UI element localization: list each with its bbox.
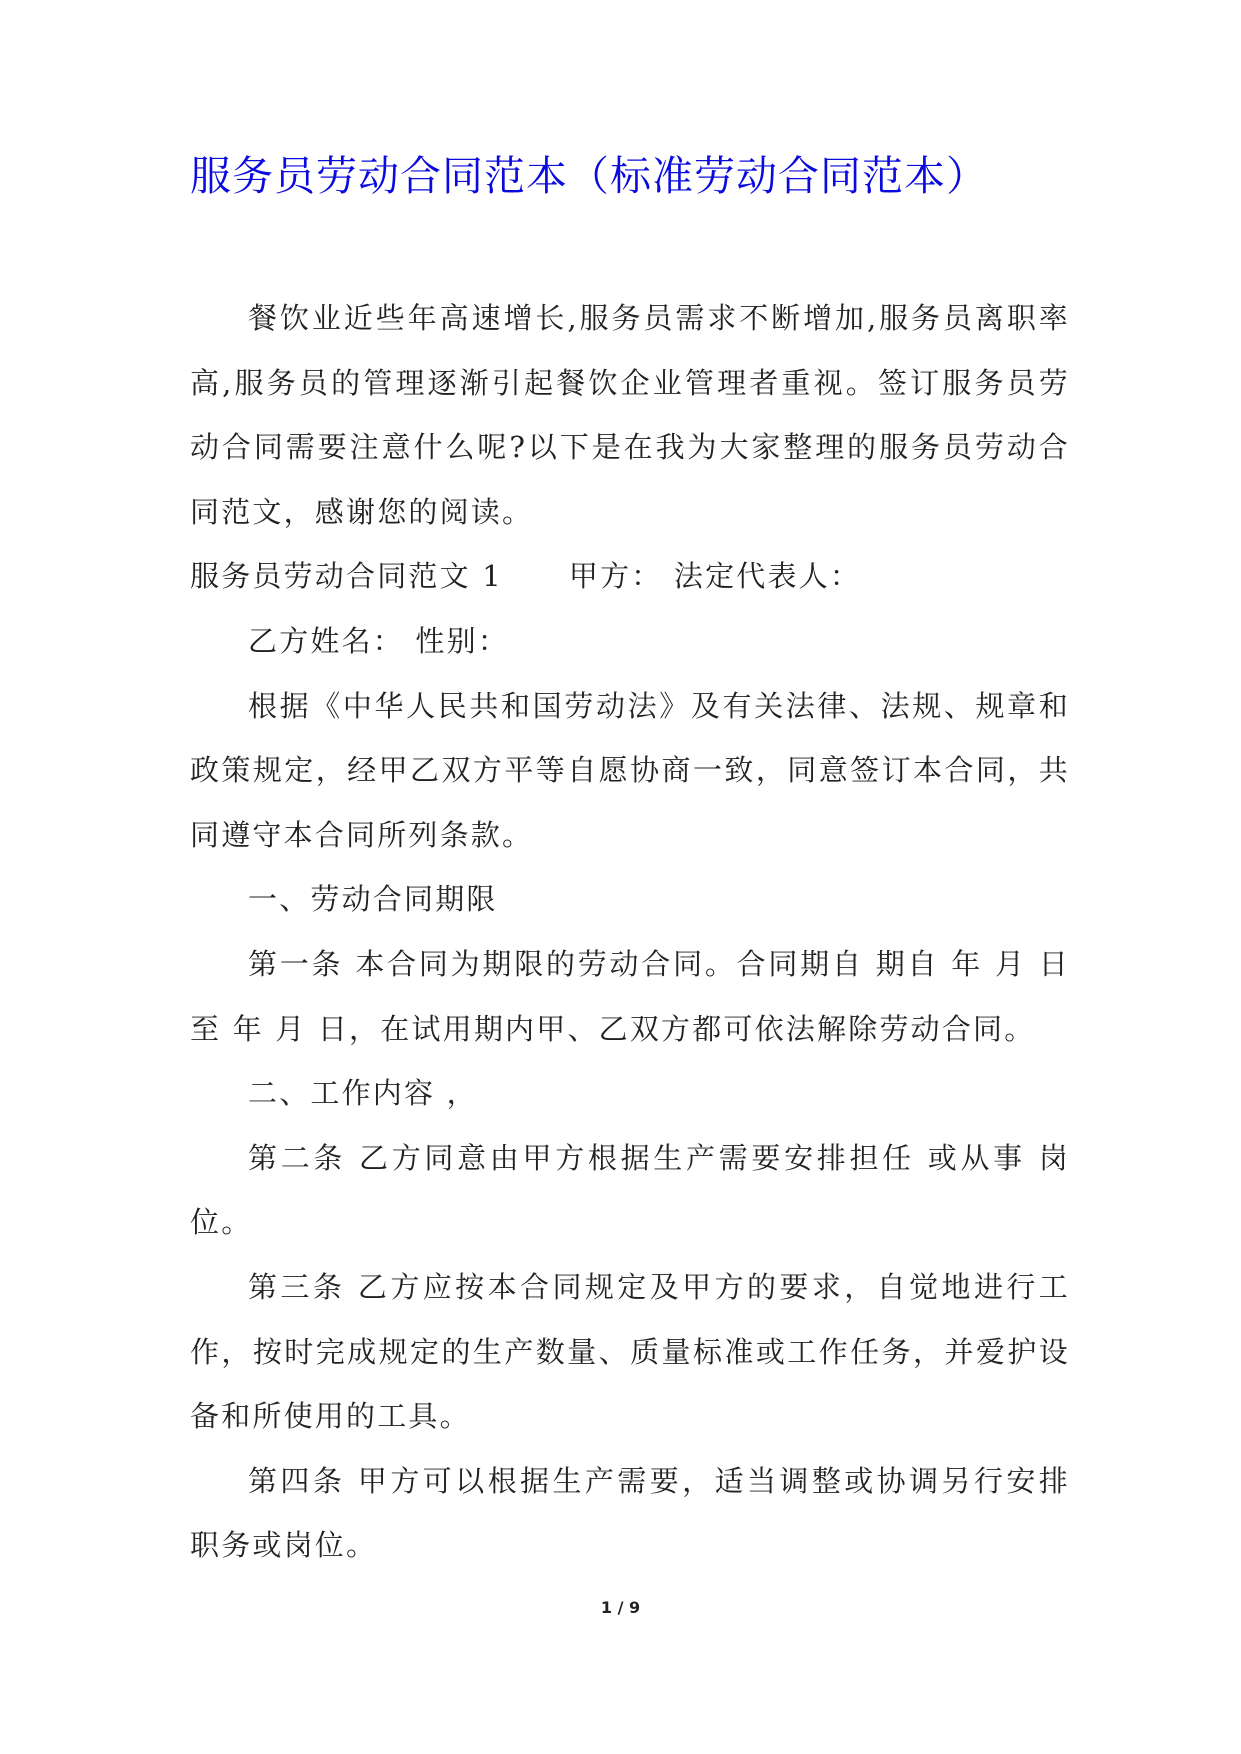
section-1-heading: 一、劳动合同期限 <box>248 882 498 917</box>
page-number: 1 / 9 <box>600 1598 641 1617</box>
sample-heading-line <box>190 544 1070 609</box>
intro-paragraph: 餐饮业近些年高速增长,服务员需求不断增加,服务员离职率高,服务员的管理逐渐引起餐饮企业管理者重视。签订服务员劳动合同需要注意什么呢?以下是在我为大家整理的服务员劳动合同范文，感谢您的阅读。 <box>190 301 1070 529</box>
sample-heading: 服务员劳动合同范文 1 <box>190 559 503 594</box>
party-a-line: 甲方： 法定代表人： <box>568 559 862 594</box>
preamble-paragraph: 根据《中华人民共和国劳动法》及有关法律、法规、规章和政策规定，经甲乙双方平等自愿协商一致，同意签订本合同，共同遵守本合同所列条款。 <box>190 688 1070 852</box>
document-body <box>190 286 1070 1578</box>
document-title: 服务员劳动合同范本（标准劳动合同范本） <box>190 152 988 200</box>
article-2-paragraph: 第二条 乙方同意由甲方根据生产需要安排担任 或从事 岗位。 <box>190 1140 1070 1240</box>
party-b-line: 乙方姓名： 性别： <box>248 623 510 658</box>
section-2-heading: 二、工作内容 ， <box>248 1076 478 1111</box>
article-3-paragraph: 第三条 乙方应按本合同规定及甲方的要求，自觉地进行工作，按时完成规定的生产数量、质量标准或工作任务，并爱护设备和所使用的工具。 <box>190 1269 1070 1434</box>
article-1-paragraph: 第一条 本合同为期限的劳动合同。合同期自 期自 年 月 日至 年 月 日，在试用期内甲、乙双方都可依法解除劳动合同。 <box>190 946 1070 1046</box>
article-4-paragraph: 第四条 甲方可以根据生产需要，适当调整或协调另行安排职务或岗位。 <box>190 1463 1070 1563</box>
